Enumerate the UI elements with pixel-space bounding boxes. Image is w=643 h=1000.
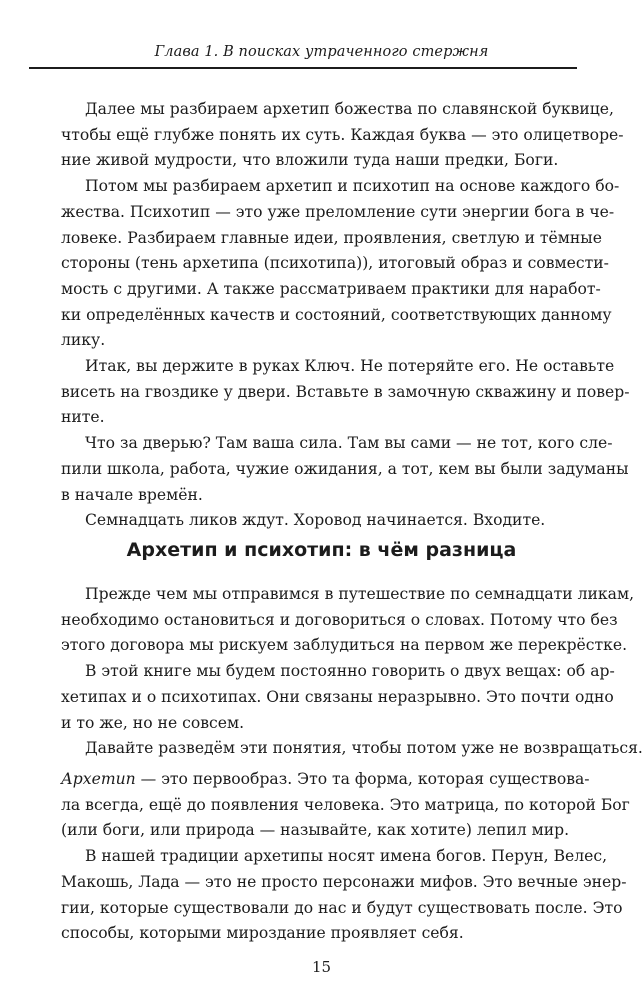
running-head: Глава 1. В поисках утраченного стержня bbox=[154, 44, 489, 60]
text-line: и то же, но не совсем. bbox=[61, 713, 245, 732]
text-line: (или боги, или природа — называйте, как хотите) лепил мир. bbox=[61, 821, 570, 840]
text-line: ки определённых качеств и состояний, соответствующих данному bbox=[61, 305, 612, 324]
text-fragment: — это первообраз. Это та форма, которая существова- bbox=[135, 770, 590, 788]
text-line: способы, которыми мироздание проявляет себя. bbox=[61, 924, 464, 943]
text-line: Прежде чем мы отправимся в путешествие по семнадцати ликам, bbox=[85, 585, 635, 603]
text-line: ните. bbox=[61, 408, 105, 427]
text-line: В этой книге мы будем постоянно говорить о двух вещах: об ар- bbox=[85, 662, 615, 681]
text-line: чтобы ещё глубже понять их суть. Каждая буква — это олицетворе- bbox=[61, 125, 624, 144]
section-heading: Архетип и психотип: в чём разница bbox=[126, 539, 517, 561]
text-line bbox=[61, 767, 590, 793]
text-line: Что за дверью? Там ваша сила. Там вы сами — не тот, кого сле- bbox=[85, 434, 613, 453]
text-block-intro bbox=[61, 97, 630, 534]
text-line: в начале времён. bbox=[61, 485, 203, 504]
text-line: Потом мы разбираем архетип и психотип на основе каждого бо- bbox=[85, 177, 620, 196]
text-line: гии, которые существовали до нас и будут существовать после. Это bbox=[61, 898, 623, 917]
header-rule bbox=[29, 67, 577, 69]
text-line: Давайте разведём эти понятия, чтобы потом уже не возвращаться. bbox=[85, 739, 643, 758]
text-line: этого договора мы рискуем заблудиться на первом же перекрёстке. bbox=[61, 636, 628, 655]
text-line: Семнадцать ликов ждут. Хоровод начинается. Входите. bbox=[85, 511, 546, 530]
text-line: В нашей традиции архетипы носят имена богов. Перун, Велес, bbox=[85, 847, 608, 866]
text-line: стороны (тень архетипа (психотипа)), итоговый образ и совмести- bbox=[61, 254, 609, 273]
text-line: необходимо остановиться и договориться о словах. Потому что без bbox=[61, 610, 618, 629]
text-line: жества. Психотип — это уже преломление сути энергии бога в че- bbox=[61, 202, 615, 221]
text-line: хетипах и о психотипах. Они связаны неразрывно. Это почти одно bbox=[61, 687, 614, 706]
text-block-definition bbox=[61, 767, 630, 947]
term-archetype: Архетип bbox=[61, 770, 136, 788]
text-line: Макошь, Лада — это не просто персонажи мифов. Это вечные энер- bbox=[61, 872, 627, 891]
text-line: ла всегда, ещё до появления человека. Это матрица, по которой Бог bbox=[61, 795, 630, 814]
text-line: Далее мы разбираем архетип божества по славянской буквице, bbox=[85, 100, 614, 118]
text-line: ловеке. Разбираем главные идеи, проявления, светлую и тёмные bbox=[61, 228, 602, 247]
text-line: лику. bbox=[61, 331, 106, 350]
text-line: ние живой мудрости, что вложили туда наши предки, Боги. bbox=[61, 151, 559, 170]
text-line: висеть на гвоздике у двери. Вставьте в замочную скважину и повер- bbox=[61, 382, 630, 401]
text-line: Итак, вы держите в руках Ключ. Не потеряйте его. Не оставьте bbox=[85, 357, 615, 376]
text-line: пили школа, работа, чужие ожидания, а тот, кем вы были задуманы bbox=[61, 459, 629, 478]
page-number: 15 bbox=[311, 958, 332, 976]
text-line: мость с другими. А также рассматриваем практики для наработ- bbox=[61, 279, 601, 298]
text-block-section bbox=[61, 582, 643, 762]
